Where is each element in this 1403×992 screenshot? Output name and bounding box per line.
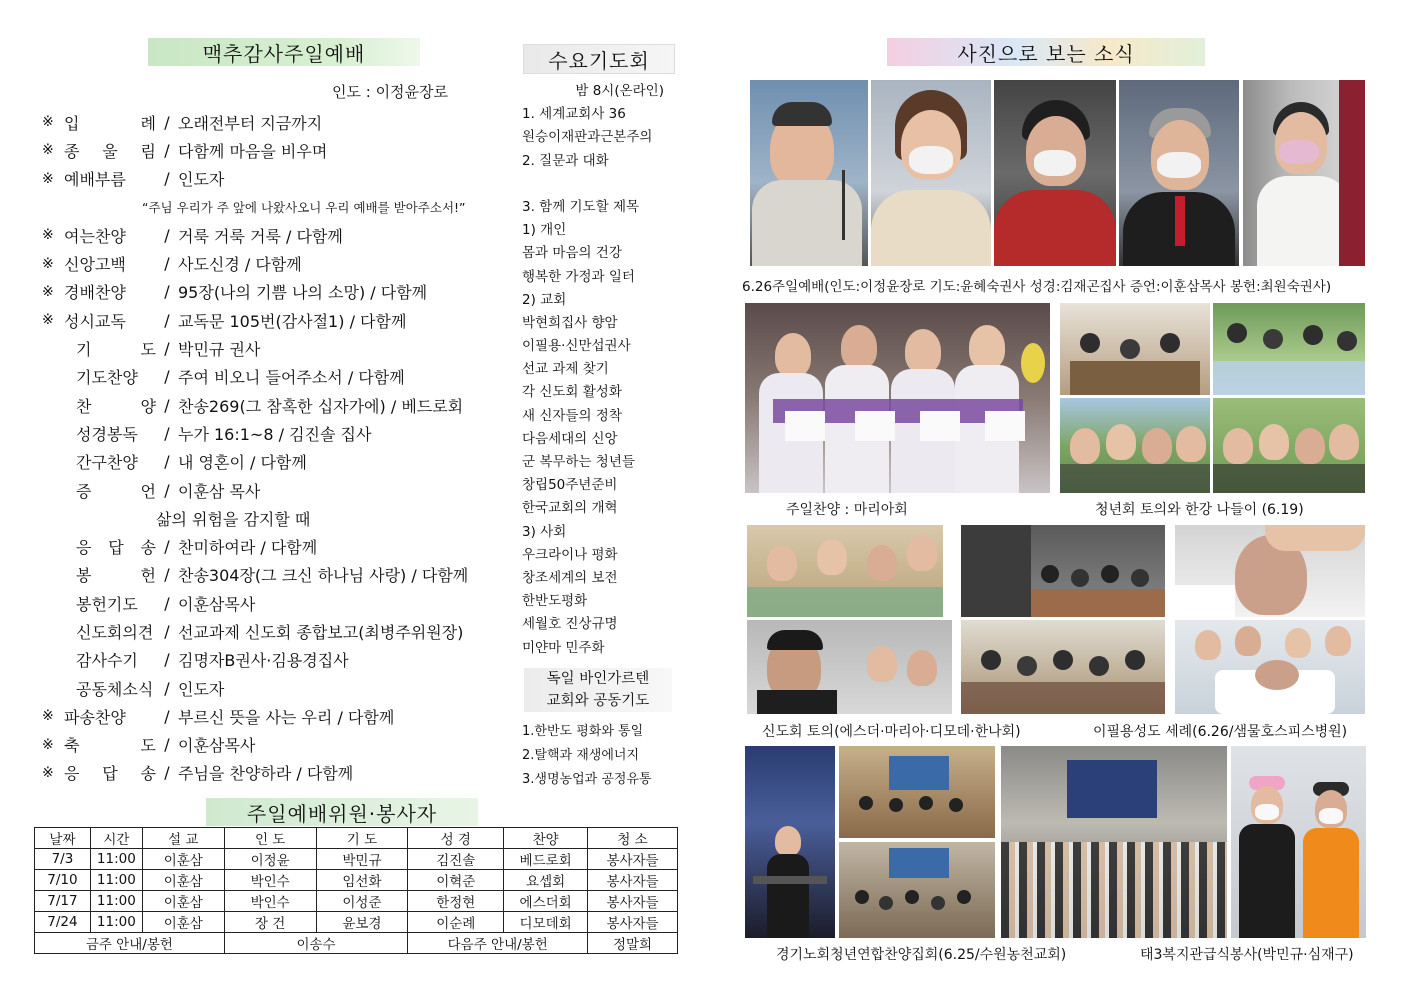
table-cell: 이성준 <box>316 891 408 912</box>
order-label-char: 송 <box>140 538 156 558</box>
order-content: 찬미하여라 / 다함께 <box>178 538 318 558</box>
table-cell: 7/3 <box>35 849 91 870</box>
list-item: 미얀마 민주화 <box>522 639 605 656</box>
table-cell: 박민규 <box>316 849 408 870</box>
separator: / <box>164 480 170 500</box>
standing-mark: ※ <box>42 708 54 725</box>
order-label <box>64 733 156 756</box>
photo-youth-concert-1 <box>745 746 835 938</box>
table-cell: 11:00 <box>90 849 142 870</box>
order-row <box>42 476 512 504</box>
list-item: 3. 함께 기도할 제목 <box>522 198 640 215</box>
table-cell: 이순례 <box>408 912 504 933</box>
footer-value: 정말희 <box>588 933 678 954</box>
table-cell: 디모데회 <box>504 912 588 933</box>
order-row <box>42 306 512 334</box>
order-label-char: 기도찬양 <box>76 368 138 388</box>
table-row <box>35 849 678 870</box>
order-content: 인도자 <box>178 170 225 190</box>
order-label <box>76 592 156 615</box>
order-content: 누가 16:1~8 / 김진솔 집사 <box>178 424 372 444</box>
list-item: 1. 세계교회사 36 <box>522 106 626 123</box>
order-content: 거룩 거룩 거룩 / 다함께 <box>178 226 343 246</box>
photo-speaker-1 <box>750 80 868 266</box>
order-label <box>76 479 156 502</box>
list-item: 창립50주년준비 <box>522 477 618 494</box>
photo-fellowship-4 <box>961 620 1165 714</box>
table-cell: 임선화 <box>316 870 408 891</box>
staff-title: 주일예배위원·봉사자 <box>206 798 478 826</box>
photo-youth-4 <box>1213 398 1365 493</box>
list-item: 한국교회의 개혁 <box>522 500 618 517</box>
separator: / <box>164 367 170 387</box>
table-cell: 에스더회 <box>504 891 588 912</box>
list-item: 세월호 진상규명 <box>522 616 618 633</box>
order-label-char: 간구찬양 <box>76 453 138 473</box>
order-label-char: 헌 <box>140 566 156 586</box>
order-label-char: 답 <box>108 538 124 558</box>
table-cell: 장 건 <box>224 912 316 933</box>
col-header: 찬양 <box>504 828 588 849</box>
order-row <box>42 108 512 136</box>
footer-label: 다음주 안내/봉헌 <box>408 933 588 954</box>
standing-mark: ※ <box>42 170 54 187</box>
order-label <box>76 535 156 558</box>
photo-youth-1 <box>1060 303 1210 395</box>
order-label-char: 봉 <box>76 566 92 586</box>
table-footer <box>35 933 678 954</box>
separator: / <box>164 395 170 415</box>
order-row <box>42 334 512 362</box>
order-content: 찬송269(그 참혹한 십자가에) / 베드로회 <box>178 396 464 416</box>
caption-youth-concert: 경기노회청년연합찬양집회(6.25/수원농천교회) <box>776 947 1067 963</box>
list-item <box>522 173 672 196</box>
order-row: “주님 우리가 주 앞에 나왔사오니 우리 예배를 받아주소서!” <box>142 200 466 216</box>
wednesday-time: 밤 8시(온라인) <box>575 83 664 99</box>
separator: / <box>164 169 170 189</box>
list-item: 새 신자들의 정착 <box>522 407 622 424</box>
order-label-char: 여는찬양 <box>64 226 126 246</box>
standing-mark: ※ <box>42 764 54 781</box>
order-label-char: 응 <box>64 764 80 784</box>
order-row <box>42 589 512 617</box>
footer-label: 금주 안내/봉헌 <box>35 933 225 954</box>
order-label <box>76 648 156 671</box>
order-content: 95장(나의 기쁨 나의 소망) / 다함께 <box>178 283 428 303</box>
order-row <box>42 448 512 476</box>
photo-speaker-2 <box>871 80 991 266</box>
order-row <box>42 674 512 702</box>
order-row <box>42 702 512 730</box>
separator: / <box>164 254 170 274</box>
order-row <box>42 759 512 787</box>
separator: / <box>164 423 170 443</box>
table-cell: 봉사자들 <box>588 891 678 912</box>
photo-speaker-4 <box>1119 80 1239 266</box>
order-content: 인도자 <box>178 679 225 699</box>
list-item: 2.탈핵과 재생에너지 <box>522 748 639 763</box>
order-label <box>76 677 156 700</box>
germany-title: 독일 바인가르텐 교회와 공동기도 <box>524 668 672 712</box>
table-cell: 박인수 <box>224 891 316 912</box>
wednesday-title: 수요기도회 <box>523 44 675 74</box>
table-cell: 봉사자들 <box>588 912 678 933</box>
table-row <box>35 891 678 912</box>
order-content: 선교과제 신도회 종합보고(최병주위원장) <box>178 622 464 642</box>
col-header: 성 경 <box>408 828 504 849</box>
separator: / <box>164 650 170 670</box>
order-label-char: 파송찬양 <box>64 707 126 727</box>
order-label-char: 례 <box>140 113 156 133</box>
list-item: 군 복무하는 청년들 <box>522 454 635 470</box>
list-item: 3) 사회 <box>522 523 567 540</box>
list-item: 이필용·신만섭권사 <box>522 338 631 355</box>
standing-mark: ※ <box>42 142 54 159</box>
order-label-char: 감사수기 <box>76 651 138 671</box>
separator: / <box>164 112 170 132</box>
list-item: 1.한반도 평화와 통일 <box>522 724 644 739</box>
separator: / <box>164 593 170 613</box>
germany-list <box>522 720 652 792</box>
table-cell: 이정윤 <box>224 849 316 870</box>
order-label <box>76 394 156 417</box>
standing-mark: ※ <box>42 736 54 753</box>
photo-choir <box>745 303 1050 493</box>
table-cell: 11:00 <box>90 891 142 912</box>
order-label <box>76 365 156 388</box>
caption-youth: 청년회 토의와 한강 나들이 (6.19) <box>1095 502 1304 518</box>
col-header: 청 소 <box>588 828 678 849</box>
photo-speaker-5 <box>1243 80 1365 266</box>
col-header: 인 도 <box>224 828 316 849</box>
order-row <box>42 561 512 589</box>
photo-baptism-2 <box>1175 620 1365 714</box>
separator: / <box>164 339 170 359</box>
order-label <box>76 563 156 586</box>
list-item: 박현희집사 향암 <box>522 314 618 331</box>
col-header: 설 교 <box>142 828 224 849</box>
list-item: 2. 질문과 대화 <box>522 152 609 169</box>
photo-youth-concert-2 <box>839 746 995 838</box>
staff-table <box>34 827 678 954</box>
order-label-char: 양 <box>140 396 156 416</box>
order-content: 이훈삼목사 <box>178 736 256 756</box>
table-cell: 봉사자들 <box>588 870 678 891</box>
order-label <box>64 309 156 332</box>
order-content: 이훈삼 목사 <box>178 481 261 501</box>
standing-mark: ※ <box>42 227 54 244</box>
list-item: 각 신도회 활성화 <box>522 384 622 401</box>
order-label-char: 증 <box>76 481 92 501</box>
order-label <box>64 224 156 247</box>
order-row <box>42 221 512 249</box>
list-item: 2) 교회 <box>522 291 567 308</box>
main-title: 맥추감사주일예배 <box>148 38 420 66</box>
standing-mark: ※ <box>42 255 54 272</box>
separator: / <box>164 225 170 245</box>
table-cell: 7/24 <box>35 912 91 933</box>
order-content: 다함께 마음을 비우며 <box>178 141 328 161</box>
list-item: 선교 과제 찾기 <box>522 361 609 378</box>
caption-choir: 주일찬양 : 마리아회 <box>786 502 908 518</box>
separator: / <box>164 678 170 698</box>
order-row <box>42 165 512 193</box>
order-label-char: 축 <box>64 736 80 756</box>
order-label-char: 찬 <box>76 396 92 416</box>
table-cell: 윤보경 <box>316 912 408 933</box>
order-label-char: 예배부름 <box>64 170 126 190</box>
order-content: 주여 비오니 들어주소서 / 다함께 <box>178 368 405 388</box>
order-label-char: 공동체소식 <box>76 679 154 699</box>
photo-fellowship-1 <box>747 525 943 617</box>
order-label-char: 도 <box>140 340 156 360</box>
photo-fellowship-3 <box>747 620 952 714</box>
order-label <box>64 705 156 728</box>
list-item: 1) 개인 <box>522 222 567 239</box>
caption-baptism: 이필용성도 세례(6.26/샘물호스피스병원) <box>1093 724 1348 740</box>
table-cell: 11:00 <box>90 870 142 891</box>
order-label-char: 기 <box>76 340 92 360</box>
table-cell: 7/17 <box>35 891 91 912</box>
order-label-char: 성시교독 <box>64 311 126 331</box>
order-row <box>42 363 512 391</box>
order-label <box>64 761 156 784</box>
photo-fellowship-2 <box>961 525 1165 617</box>
separator: / <box>164 735 170 755</box>
order-label <box>64 139 156 162</box>
order-label-char: 림 <box>140 141 156 161</box>
list-item: 행복한 가정과 일터 <box>522 268 635 285</box>
order-label-char: 답 <box>102 764 118 784</box>
order-content: 사도신경 / 다함께 <box>178 255 302 275</box>
caption-meal-service: 태3복지관급식봉사(박민규·심재구) <box>1140 947 1354 963</box>
order-label <box>64 280 156 303</box>
list-item: 한반도평화 <box>522 593 588 610</box>
order-row <box>42 731 512 759</box>
table-row <box>35 912 678 933</box>
order-content: 찬송304장(그 크신 하나님 사랑) / 다함께 <box>178 566 469 586</box>
standing-mark: ※ <box>42 114 54 131</box>
order-label-char: 성경봉독 <box>76 424 138 444</box>
order-content: 이훈삼목사 <box>178 594 256 614</box>
list-item: 3.생명농업과 공정유통 <box>522 772 652 787</box>
table-cell: 이훈삼 <box>142 891 224 912</box>
order-row: 삶의 위험을 감지할 때 <box>156 509 311 529</box>
photo-youth-concert-3 <box>839 842 995 938</box>
standing-mark: ※ <box>42 312 54 329</box>
order-label-char: 신앙고백 <box>64 255 126 275</box>
order-label <box>64 167 156 190</box>
photo-news-title: 사진으로 보는 소식 <box>887 38 1205 66</box>
order-row <box>42 646 512 674</box>
table-cell: 이훈삼 <box>142 849 224 870</box>
order-row <box>42 617 512 645</box>
standing-mark: ※ <box>42 283 54 300</box>
order-label-char: 신도회의견 <box>76 622 154 642</box>
order-content: 오래전부터 지금까지 <box>178 113 323 133</box>
separator: / <box>164 310 170 330</box>
photo-youth-2 <box>1213 303 1365 395</box>
footer-value: 이송수 <box>224 933 408 954</box>
list-item: 창조세계의 보전 <box>522 569 618 586</box>
list-item: 다음세대의 신앙 <box>522 430 618 447</box>
order-label <box>76 450 156 473</box>
order-content: 김명자B권사·김용경집사 <box>178 651 349 671</box>
order-label <box>64 252 156 275</box>
table-row <box>35 870 678 891</box>
order-label <box>76 337 156 360</box>
separator: / <box>164 763 170 783</box>
table-cell: 박인수 <box>224 870 316 891</box>
worship-leader: 인도 : 이정윤장로 <box>332 83 449 101</box>
photo-youth-concert-group <box>1001 746 1227 938</box>
order-label-char: 도 <box>140 736 156 756</box>
order-content: 박민규 권사 <box>178 340 261 360</box>
order-label <box>76 422 156 445</box>
order-row <box>42 419 512 447</box>
order-content: 교독문 105번(감사절1) / 다함께 <box>178 311 407 331</box>
table-cell: 7/10 <box>35 870 91 891</box>
table-cell: 한정현 <box>408 891 504 912</box>
col-header: 시간 <box>90 828 142 849</box>
col-header: 기 도 <box>316 828 408 849</box>
order-label-char: 언 <box>140 481 156 501</box>
separator: / <box>164 565 170 585</box>
table-cell: 11:00 <box>90 912 142 933</box>
list-item: 몸과 마음의 건강 <box>522 245 622 262</box>
table-cell: 김진솔 <box>408 849 504 870</box>
photo-youth-3 <box>1060 398 1210 493</box>
order-label-char: 송 <box>140 764 156 784</box>
photo-meal-service <box>1231 746 1366 938</box>
separator: / <box>164 452 170 472</box>
table-cell: 봉사자들 <box>588 849 678 870</box>
order-content: 주님을 찬양하라 / 다함께 <box>178 764 354 784</box>
order-label-char: 봉헌기도 <box>76 594 138 614</box>
table-cell: 이훈삼 <box>142 912 224 933</box>
separator: / <box>164 537 170 557</box>
order-label-char: 경배찬양 <box>64 283 126 303</box>
order-row <box>42 391 512 419</box>
order-content: 부르신 뜻을 사는 우리 / 다함께 <box>178 707 395 727</box>
separator: / <box>164 282 170 302</box>
table-cell: 이혁준 <box>408 870 504 891</box>
caption-fellowship: 신도회 토의(에스더·마리아·디모데·한나회) <box>762 724 1021 740</box>
order-row <box>42 278 512 306</box>
photo-baptism-1 <box>1175 525 1365 617</box>
order-row <box>42 136 512 164</box>
order-label-char: 입 <box>64 113 80 133</box>
order-label <box>64 111 156 134</box>
caption-sunday-worship: 6.26주일예배(인도:이정윤장로 기도:윤혜숙권사 성경:김재곤집사 증언:이훈삼목사 봉헌:최원숙권사) <box>742 279 1332 295</box>
order-of-worship <box>42 108 512 787</box>
order-label-char: 응 <box>76 538 92 558</box>
separator: / <box>164 706 170 726</box>
order-content: 내 영혼이 / 다함께 <box>178 453 307 473</box>
order-row <box>42 532 512 560</box>
table-cell: 요셉회 <box>504 870 588 891</box>
table-cell: 베드로회 <box>504 849 588 870</box>
order-row <box>42 249 512 277</box>
wednesday-list <box>522 80 672 660</box>
photo-speaker-3 <box>994 80 1116 266</box>
separator: / <box>164 621 170 641</box>
list-item: 원승이재판과근본주의 <box>522 129 653 146</box>
col-header: 날짜 <box>35 828 91 849</box>
table-cell: 이훈삼 <box>142 870 224 891</box>
order-label-char: 종 <box>64 141 80 161</box>
order-label <box>76 620 156 643</box>
table-header <box>35 828 678 849</box>
order-label-char: 울 <box>102 141 118 161</box>
list-item: 우크라이나 평화 <box>522 546 618 563</box>
separator: / <box>164 140 170 160</box>
